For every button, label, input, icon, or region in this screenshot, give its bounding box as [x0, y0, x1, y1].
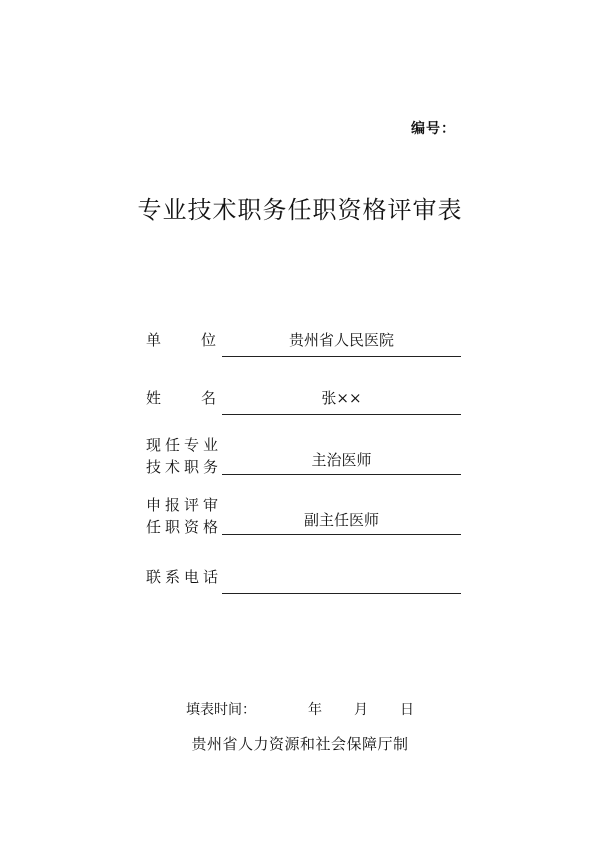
- current-position-label: [146, 434, 222, 478]
- applied-qualification-label: [146, 494, 222, 538]
- document-number-label: 编号：: [411, 121, 456, 137]
- phone-underline: [222, 593, 461, 594]
- fill-date-year: 年: [308, 702, 322, 718]
- unit-label: [146, 329, 216, 351]
- applied-qualification-value[interactable]: 副主任医师: [303, 511, 379, 529]
- phone-label: 联系电话: [146, 568, 223, 586]
- fill-date: [186, 699, 414, 719]
- current-position-label-line-2: 技术职务: [146, 458, 223, 476]
- fill-date-label: 填表时间：: [186, 702, 256, 718]
- current-position-underline: [222, 474, 461, 475]
- name-label: [146, 387, 216, 409]
- name-value[interactable]: 张××: [321, 389, 362, 407]
- current-position-label-line-1: 现任专业: [146, 436, 223, 454]
- name-label-char-1: 姓: [146, 389, 162, 407]
- current-position-value[interactable]: 主治医师: [311, 451, 372, 469]
- fill-date-day: 日: [400, 702, 414, 718]
- unit-label-char-2: 位: [200, 331, 216, 349]
- applied-qualification-label-line-1: 申报评审: [146, 496, 223, 514]
- applied-qualification-underline: [222, 534, 461, 535]
- form-title: 专业技术职务任职资格评审表: [137, 196, 463, 224]
- issuer: 贵州省人力资源和社会保障厅制: [191, 735, 409, 753]
- fill-date-month: 月: [354, 702, 368, 718]
- applied-qualification-label-line-2: 任职资格: [146, 518, 223, 536]
- unit-value[interactable]: 贵州省人民医院: [288, 331, 394, 349]
- name-underline: [222, 414, 461, 415]
- unit-label-char-1: 单: [146, 331, 162, 349]
- name-label-char-2: 名: [200, 389, 216, 407]
- unit-underline: [222, 356, 461, 357]
